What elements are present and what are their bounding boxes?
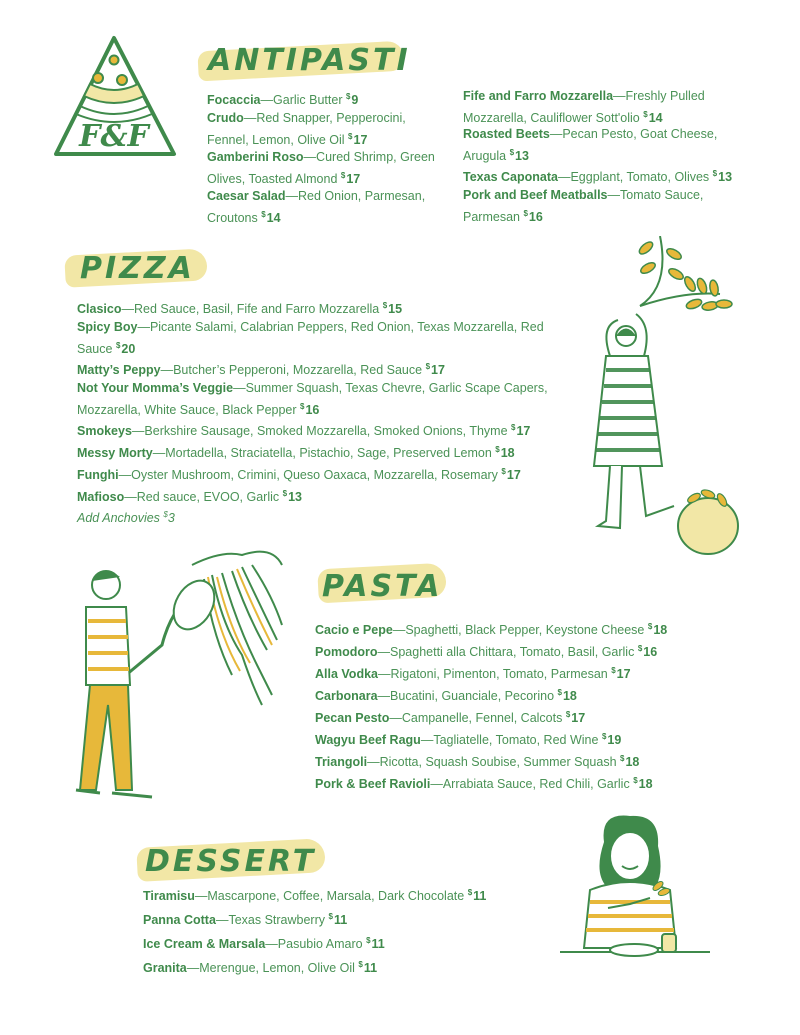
woman-holding-branch-illustration	[590, 236, 740, 566]
menu-item: Roasted Beets—Pecan Pesto, Goat Cheese, Arugula $13	[463, 127, 718, 163]
dessert-title: DESSERT	[145, 844, 317, 879]
man-with-fork-illustration	[72, 545, 297, 805]
pasta-title: PASTA	[322, 569, 443, 604]
menu-item: Gamberini Roso—Cured Shrimp, Green Olives, Toasted Almond $17	[207, 150, 435, 186]
antipasti-title: ANTIPASTI	[208, 43, 411, 78]
menu-item: Tiramisu—Mascarpone, Coffee, Marsala, Dark Chocolate $11	[143, 888, 487, 903]
menu-item: Funghi—Oyster Mushroom, Crimini, Queso Oaxaca, Mozzarella, Rosemary $17	[77, 467, 521, 482]
woman-eating-illustration	[560, 812, 710, 970]
menu-item: Wagyu Beef Ragu—Tagliatelle, Tomato, Red Wine $19	[315, 732, 622, 747]
menu-item: Crudo—Red Snapper, Pepperocini, Fennel, Lemon, Olive Oil $17	[207, 111, 406, 147]
pizza-slice-logo-icon	[52, 34, 178, 158]
menu-item: Messy Morty—Mortadella, Straciatella, Pistachio, Sage, Preserved Lemon $18	[77, 445, 515, 460]
menu-item: Mafioso—Red sauce, EVOO, Garlic $13	[77, 489, 302, 504]
menu-item: Smokeys—Berkshire Sausage, Smoked Mozzarella, Smoked Onions, Thyme $17	[77, 423, 531, 438]
menu-item: Caesar Salad—Red Onion, Parmesan, Croutons $14	[207, 189, 426, 225]
menu-item: Pecan Pesto—Campanelle, Fennel, Calcots $17	[315, 710, 586, 725]
menu-item: Pork and Beef Meatballs—Tomato Sauce, Parmesan $16	[463, 188, 704, 224]
menu-item: Fife and Farro Mozzarella—Freshly Pulled Mozzarella, Cauliflower Sott'olio $14	[463, 89, 705, 125]
menu-item: Pork & Beef Ravioli—Arrabiata Sauce, Red Chili, Garlic $18	[315, 776, 653, 791]
menu-item: Spicy Boy—Picante Salami, Calabrian Peppers, Red Onion, Texas Mozzarella, Red Sauce $20	[77, 320, 544, 356]
menu-item: Panna Cotta—Texas Strawberry $11	[143, 912, 348, 927]
menu-item: Texas Caponata—Eggplant, Tomato, Olives $13	[463, 169, 733, 184]
menu-item: Cacio e Pepe—Spaghetti, Black Pepper, Keystone Cheese $18	[315, 622, 668, 637]
logo-text: F&F	[79, 119, 149, 154]
menu-item: Clasico—Red Sauce, Basil, Fife and Farro Mozzarella $15	[77, 301, 403, 316]
menu-item: Matty’s Peppy—Butcher’s Pepperoni, Mozzarella, Red Sauce $17	[77, 362, 445, 377]
menu-item: Granita—Merengue, Lemon, Olive Oil $11	[143, 960, 378, 975]
menu-item: Focaccia—Garlic Butter $9	[207, 92, 359, 107]
menu-item: Not Your Momma’s Veggie—Summer Squash, Texas Chevre, Garlic Scape Capers, Mozzarella, White Sauce, Black Pepper $16	[77, 381, 548, 417]
menu-item: Carbonara—Bucatini, Guanciale, Pecorino $18	[315, 688, 577, 703]
menu-item: Pomodoro—Spaghetti alla Chittara, Tomato, Basil, Garlic $16	[315, 644, 658, 659]
menu-item: Ice Cream & Marsala—Pasubio Amaro $11	[143, 936, 385, 951]
menu-item: Triangoli—Ricotta, Squash Soubise, Summer Squash $18	[315, 754, 640, 769]
menu-item: Alla Vodka—Rigatoni, Pimenton, Tomato, Parmesan $17	[315, 666, 631, 681]
pizza-title: PIZZA	[80, 251, 195, 286]
add-anchovies-note: Add Anchovies $3	[77, 510, 175, 526]
